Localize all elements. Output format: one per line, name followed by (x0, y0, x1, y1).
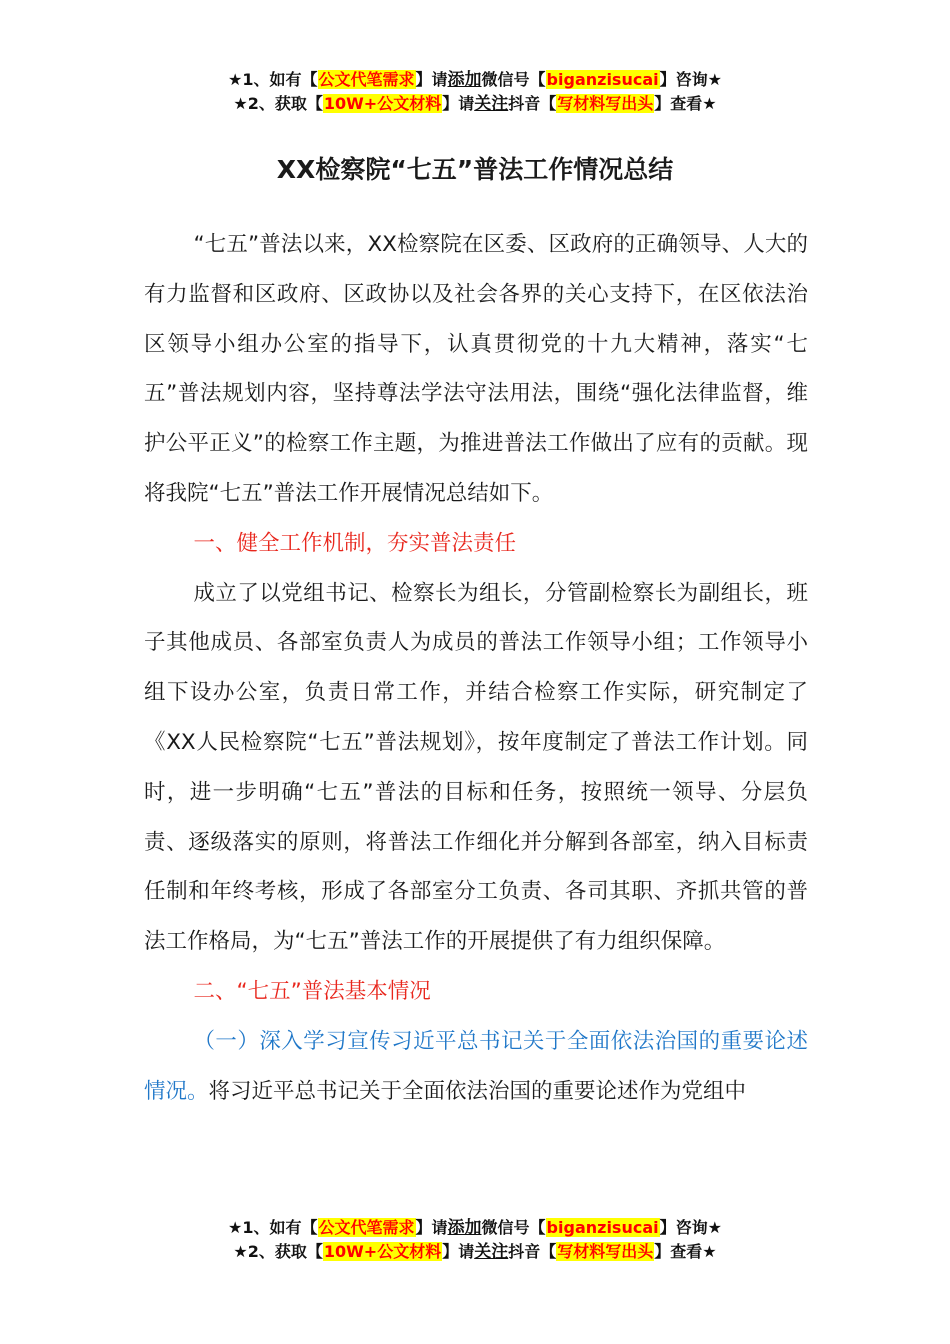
promo-underline-text: 关注 (474, 94, 509, 114)
promo-underline-text: 关注 (474, 1242, 509, 1262)
subsection-1-heading: （一）深入学习宣传习近平总书记关于全面依法治国的重要论述情况。 (144, 1028, 808, 1104)
promo-line-1 (0, 1216, 950, 1240)
section-1-heading: 一、健全工作机制，夯实普法责任 (193, 530, 516, 556)
promo-text: 】咨询★ (659, 70, 722, 89)
promo-highlight: 10W+公文材料 (323, 1242, 442, 1261)
promo-text: ★2、获取【 (233, 1242, 323, 1261)
promo-underline-text: 添加 (447, 70, 482, 90)
promo-highlight-douyin-id: 写材料写出头 (557, 1242, 654, 1261)
promo-line-1 (0, 68, 950, 92)
promo-text: 】请 (415, 1218, 448, 1237)
promo-text: 】咨询★ (659, 1218, 722, 1237)
promo-text: 】请 (442, 1242, 475, 1261)
promo-text: 】查看★ (654, 1242, 717, 1261)
promo-text: 】请 (415, 70, 448, 89)
promo-line-2 (0, 1240, 950, 1264)
promo-highlight: 10W+公文材料 (323, 94, 442, 113)
intro-paragraph: “七五”普法以来，XX检察院在区委、区政府的正确领导、人大的有力监督和区政府、区政协以及社会各界的关心支持下，在区依法治区领导小组办公室的指导下，认真贯彻党的十九大精神，落实“七五”普法规划内容，坚持尊法学法守法用法，围绕“强化法律监督，维护公平正义”的检察工作主题，为推进普法工作做出了应有的贡献。现将我院“七五”普法工作开展情况总结如下。 (144, 232, 808, 506)
promo-text: 抖音【 (508, 94, 557, 113)
section-1-paragraph: 成立了以党组书记、检察长为组长，分管副检察长为副组长，班子其他成员、各部室负责人为成员的普法工作领导小组；工作领导小组下设办公室，负责日常工作，并结合检察工作实际，研究制定了《XX人民检察院“七五”普法规划》，按年度制定了普法工作计划。同时，进一步明确“七五”普法的目标和任务，按照统一领导、分层负责、逐级落实的原则，将普法工作细化并分解到各部室，纳入目标责任制和年终考核，形成了各部室分工负责、各司其职、齐抓共管的普法工作格局，为“七五”普法工作的开展提供了有力组织保障。 (144, 580, 808, 955)
promo-underline-text: 添加 (447, 1218, 482, 1238)
promo-text: ★1、如有【 (228, 1218, 318, 1237)
promo-highlight-wechat-id: biganzisucai (546, 1218, 659, 1237)
promo-text: 】请 (442, 94, 475, 113)
subsection-1-paragraph (144, 1017, 808, 1117)
promo-text: 微信号【 (481, 1218, 546, 1237)
promo-text: ★1、如有【 (228, 70, 318, 89)
promo-highlight-wechat-id: biganzisucai (546, 70, 659, 89)
promo-highlight-douyin-id: 写材料写出头 (557, 94, 654, 113)
section-2-heading: 二、“七五”普法基本情况 (193, 978, 431, 1004)
document-title: XX检察院“七五”普法工作情况总结 (276, 155, 674, 184)
subsection-1-body: 将习近平总书记关于全面依法治国的重要论述作为党组中 (208, 1078, 747, 1104)
promo-highlight: 公文代笔需求 (318, 70, 415, 89)
document-body (144, 220, 808, 1116)
promo-banner-top (0, 68, 950, 116)
promo-text: ★2、获取【 (233, 94, 323, 113)
promo-highlight: 公文代笔需求 (318, 1218, 415, 1237)
promo-text: 】查看★ (654, 94, 717, 113)
promo-banner-bottom (0, 1216, 950, 1264)
promo-line-2 (0, 92, 950, 116)
promo-text: 微信号【 (481, 70, 546, 89)
promo-text: 抖音【 (508, 1242, 557, 1261)
